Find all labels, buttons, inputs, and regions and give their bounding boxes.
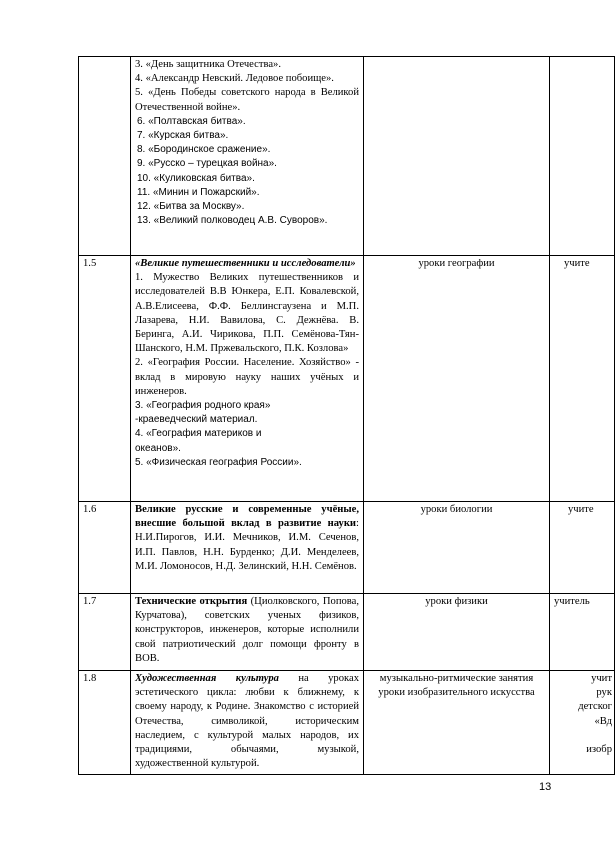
row-number: 1.7 xyxy=(79,594,131,671)
form-cell: уроки биологии xyxy=(364,502,550,594)
resp-cell: учитель xyxy=(550,594,615,671)
paragraph: 2. «География России. Население. Хозяйство» - вклад в мировую науку наших учёных и инженеров. xyxy=(135,357,359,397)
table-row xyxy=(79,256,615,502)
paragraph: : Н.И.Пирогов, И.И. Мечников, И.М. Сеченов, И.П. Павлов, Н.Н. Бурденко; Д.И. Менделеев, М.И. Ломоносов, Н.Д. Зелинский, Н.Н. Семёнов. xyxy=(135,518,359,572)
section-title: Великие русские и современные учёные, внесшие большой вклад в развитие науки xyxy=(135,504,359,530)
resp-cell xyxy=(550,57,615,256)
section-title: Художественная культура xyxy=(135,673,279,684)
list-item: 11. «Минин и Пожарский». xyxy=(137,186,260,198)
paragraph: на уроках эстетического цикла: любви к ближнему, к своему народу, к Родине. Знакомство с историей Отечества, символикой, историческим наследием, с культурой малых народов, их традициями, обычаями, музыкой, художественной культурой. xyxy=(135,673,359,770)
resp-line: детског xyxy=(578,701,612,713)
table-row xyxy=(79,594,615,671)
list-item: 9. «Русско – турецкая война». xyxy=(137,158,277,170)
resp-cell xyxy=(550,671,615,775)
num-cell xyxy=(79,57,131,256)
page-number: 13 xyxy=(539,781,552,793)
form-cell xyxy=(364,57,550,256)
table-row xyxy=(79,502,615,594)
table-row xyxy=(79,57,615,256)
topic-cell xyxy=(131,594,364,671)
resp-line: учит xyxy=(591,673,612,684)
list-item: океанов». xyxy=(135,442,181,454)
content-table xyxy=(78,56,615,775)
list-item: 6. «Полтавская битва». xyxy=(137,115,246,127)
list-item: 8. «Бородинское сражение». xyxy=(137,144,271,156)
row-number: 1.8 xyxy=(79,671,131,775)
list-item: 5. «День Победы советского народа в Великой Отечественной войне». xyxy=(135,87,359,113)
form-cell: музыкально-ритмические занятия уроки изобразительного искусства xyxy=(364,671,550,775)
form-cell: уроки физики xyxy=(364,594,550,671)
row-number: 1.5 xyxy=(79,256,131,502)
topic-cell xyxy=(131,57,364,256)
section-title: Технические открытия xyxy=(135,596,248,607)
list-item: 5. «Физическая география России». xyxy=(135,456,302,468)
list-item: 12. «Битва за Москву». xyxy=(137,201,245,213)
resp-line xyxy=(554,729,612,743)
list-item: 3. «География родного края» xyxy=(135,400,271,412)
form-cell: уроки географии xyxy=(364,256,550,502)
topic-cell xyxy=(131,502,364,594)
list-item: 13. «Великий полководец А.В. Суворов». xyxy=(137,215,328,227)
list-item: 4. «Александр Невский. Ледовое побоище». xyxy=(135,73,334,85)
list-item: 4. «География материков и xyxy=(135,428,262,440)
paragraph: (Циолковского, Попова, Курчатова), советских ученых физиков, конструкторов, инженеров, которые исполнили свой патриотический долг помощи фронту в ВОВ. xyxy=(135,596,360,664)
topic-cell xyxy=(131,671,364,775)
resp-line: изобр xyxy=(586,743,612,755)
resp-line: «Вд xyxy=(594,715,612,727)
resp-cell: учите xyxy=(550,502,615,594)
resp-line: рук xyxy=(596,687,612,699)
list-item: 3. «День защитника Отечества». xyxy=(135,59,281,70)
paragraph: 1. Мужество Великих путешественников и исследователей В.В Юнкера, Е.П. Ковалевской, А.В.Елисеева, Ф.Ф. Беллинсгаузена и М.П. Лазарева, Н.И. Вавилова, С. Дежнёва. В. Беринга, А.И. Чирикова, П.П. Семёнова-Тян-Шанского, Н.М. Пржевальского, П.К. Козлова» xyxy=(135,272,359,355)
topic-cell xyxy=(131,256,364,502)
section-title: «Великие путешественники и исследователи» xyxy=(135,258,356,269)
resp-cell: учите xyxy=(550,256,615,502)
row-number: 1.6 xyxy=(79,502,131,594)
list-item: -краеведческий материал. xyxy=(135,414,258,426)
table-row xyxy=(79,671,615,775)
list-item: 10. «Куликовская битва». xyxy=(137,172,255,184)
list-item: 7. «Курская битва». xyxy=(137,130,229,142)
